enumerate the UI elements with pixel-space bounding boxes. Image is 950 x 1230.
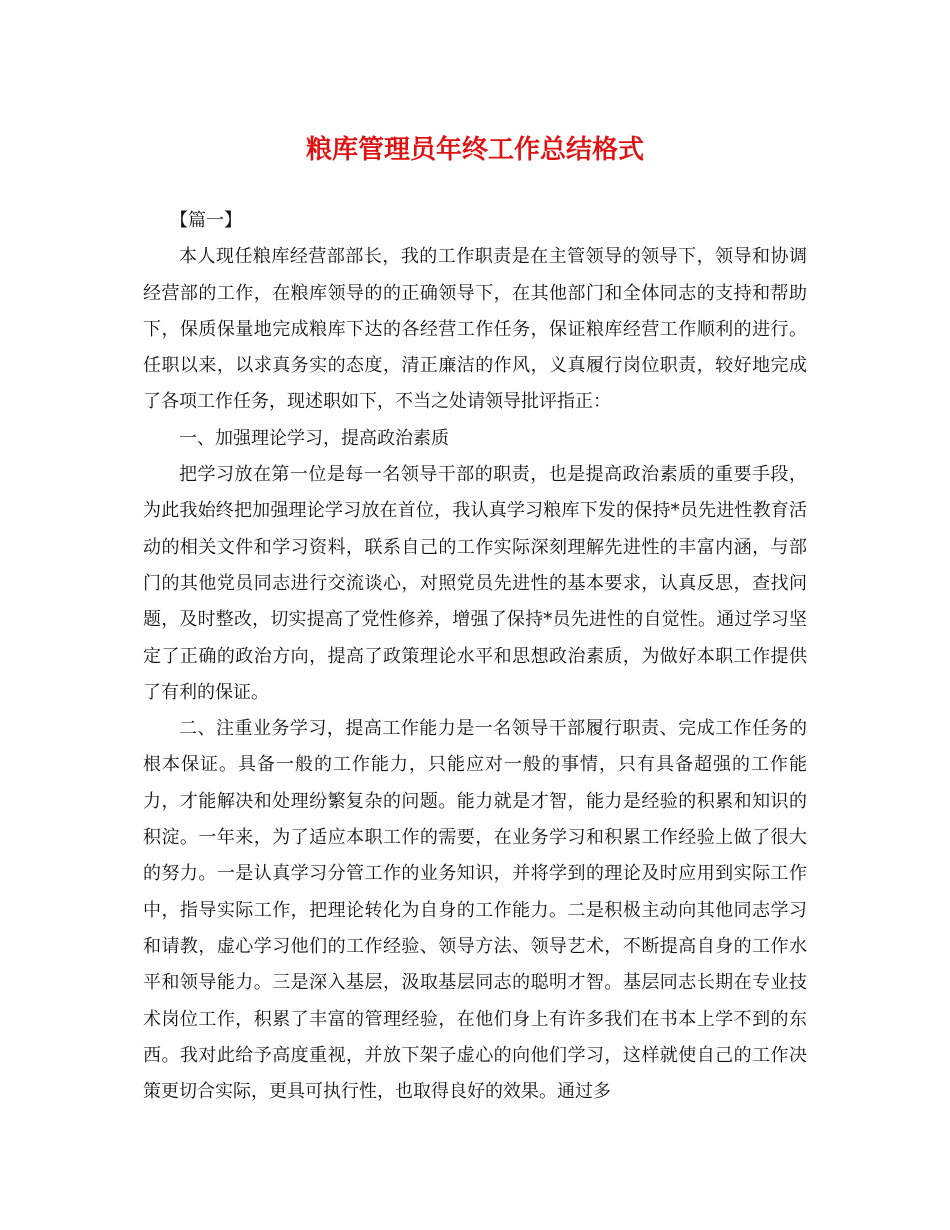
heading-theory-study: 一、加强理论学习，提高政治素质 [179,427,449,449]
paragraph-intro: 本人现任粮库经营部部长，我的工作职责是在主管领导的领导下，领导和协调经营部的工作，在粮库领导的的正确领导下，在其他部门和全体同志的支持和帮助下，保质保量地完成粮库下达的各经营工作任务，保证粮库经营工作顺利的进行。任职以来，以求真务实的态度，清正廉洁的作风，义真履行岗位职责，较好地完成了各项工作任务，现述职如下，不当之处请领导批评指正： [143,246,807,413]
document-title: 粮库管理员年终工作总结格式 [305,135,644,165]
document-body [143,203,807,1110]
section-label: 【篇一】 [170,210,242,231]
paragraph-business-study: 二、注重业务学习，提高工作能力是一名领导干部履行职责、完成工作任务的根本保证。具备一般的工作能力，只能应对一般的事情，只有具备超强的工作能力，才能解决和处理纷繁复杂的问题。能力就是才智，能力是经验的积累和知识的积淀。一年来，为了适应本职工作的需要，在业务学习和积累工作经验上做了很大的努力。一是认真学习分管工作的业务知识，并将学到的理论及时应用到实际工作中，指导实际工作，把理论转化为自身的工作能力。二是积极主动向其他同志学习和请教，虚心学习他们的工作经验、领导方法、领导艺术，不断提高自身的工作水平和领导能力。三是深入基层，汲取基层同志的聪明才智。基层同志长期在专业技术岗位工作，积累了丰富的管理经验，在他们身上有许多我们在书本上学不到的东西。我对此给予高度重视，并放下架子虚心的向他们学习，这样就使自己的工作决策更切合实际，更具可执行性，也取得良好的效果。通过多 [143,718,807,1103]
paragraph-theory-study: 把学习放在第一位是每一名领导干部的职责，也是提高政治素质的重要手段，为此我始终把加强理论学习放在首位，我认真学习粮库下发的保持*员先进性教育活动的相关文件和学习资料，联系自己的工作实际深刻理解先进性的丰富内涵，与部门的其他党员同志进行交流谈心，对照党员先进性的基本要求，认真反思，查找问题，及时整改，切实提高了党性修养，增强了保持*员先进性的自觉性。通过学习坚定了正确的政治方向，提高了政策理论水平和思想政治素质，为做好本职工作提供了有利的保证。 [143,464,807,703]
